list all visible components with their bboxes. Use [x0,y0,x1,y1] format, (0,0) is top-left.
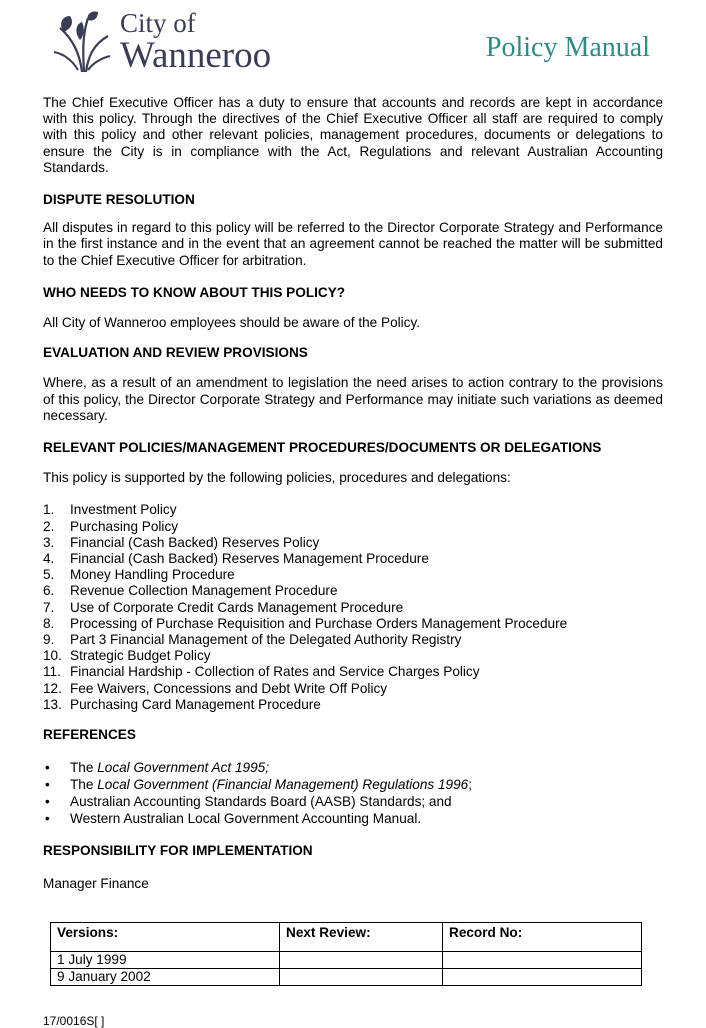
list-item: 8. Processing of Purchase Requisition and Purchase Orders Management Procedure [43,615,568,631]
dispute-paragraph: All disputes in regard to this policy will be referred to the Director Corporate Strategy and Performance in the first instance and in the event that an agreement cannot be reached the matter will be submitted to the Chief Executive Officer for arbitration. [43,220,663,268]
list-item: 3. Financial (Cash Backed) Reserves Policy [43,534,320,550]
list-item: 7. Use of Corporate Credit Cards Management Procedure [43,599,404,615]
logo-name-text: Wanneroo [120,35,272,76]
responsibility-text: Manager Finance [43,875,149,891]
table-cell [280,969,443,986]
list-item: • The Local Government Act 1995; [45,760,269,776]
relevant-list [43,502,663,713]
references-list [43,759,663,827]
list-item: 1. Investment Policy [43,502,177,518]
table-cell: 1 July 1999 [51,952,280,969]
list-item: 2. Purchasing Policy [43,518,179,534]
logo-city-text: City of [120,8,196,38]
list-item: 11. Financial Hardship - Collection of Rates and Service Charges Policy [43,664,480,680]
table-row [51,969,642,986]
list-item: 10. Strategic Budget Policy [43,648,211,664]
list-item: • Australian Accounting Standards Board (AASB) Standards; and [45,794,452,810]
responsibility-heading: RESPONSIBILITY FOR IMPLEMENTATION [43,843,313,859]
list-item: 6. Revenue Collection Management Procedure [43,583,338,599]
list-item: 5. Money Handling Procedure [43,567,235,583]
table-row [51,952,642,969]
table-header-row [51,923,642,952]
document-body [43,95,663,892]
record-no-header: Record No: [443,923,642,952]
next-review-header: Next Review: [280,923,443,952]
list-item: 4. Financial (Cash Backed) Reserves Management Procedure [43,551,429,567]
city-logo-icon [52,10,112,74]
table-cell [280,952,443,969]
who-heading: WHO NEEDS TO KNOW ABOUT THIS POLICY? [43,284,346,300]
relevant-heading: RELEVANT POLICIES/MANAGEMENT PROCEDURES/DOCUMENTS OR DELEGATIONS [43,440,602,456]
dispute-heading: DISPUTE RESOLUTION [43,192,195,208]
references-heading: REFERENCES [43,727,136,743]
list-item: 12. Fee Waivers, Concessions and Debt Write Off Policy [43,680,388,696]
list-item: 13. Purchasing Card Management Procedure [43,696,321,712]
intro-paragraph: The Chief Executive Officer has a duty to ensure that accounts and records are kept in accordance with this policy. Through the directives of the Chief Executive Officer all staff are required to comply with this policy and other relevant policies, management procedures, documents or delegations to ensure the City is in compliance with the Act, Regulations and relevant Australian Accounting Standards. [43,95,663,175]
evaluation-paragraph: Where, as a result of an amendment to legislation the need arises to action contrary to the provisions of this policy, the Director Corporate Strategy and Performance may initiate such variations as deemed necessary. [43,375,663,423]
page-header [0,0,706,90]
who-paragraph: All City of Wanneroo employees should be aware of the Policy. [43,315,421,331]
evaluation-heading: EVALUATION AND REVIEW PROVISIONS [43,345,308,361]
versions-table [50,922,642,986]
list-item: • The Local Government (Financial Management) Regulations 1996; [45,777,472,793]
list-item: • Western Australian Local Government Accounting Manual. [45,811,422,827]
list-item: 9. Part 3 Financial Management of the Delegated Authority Registry [43,632,462,648]
relevant-intro: This policy is supported by the following policies, procedures and delegations: [43,470,511,486]
versions-header: Versions: [51,923,280,952]
table-cell: 9 January 2002 [51,969,280,986]
record-code: 17/0016S[ ] [43,1014,105,1028]
table-cell [443,969,642,986]
table-cell [443,952,642,969]
document-title: Policy Manual [485,32,650,63]
